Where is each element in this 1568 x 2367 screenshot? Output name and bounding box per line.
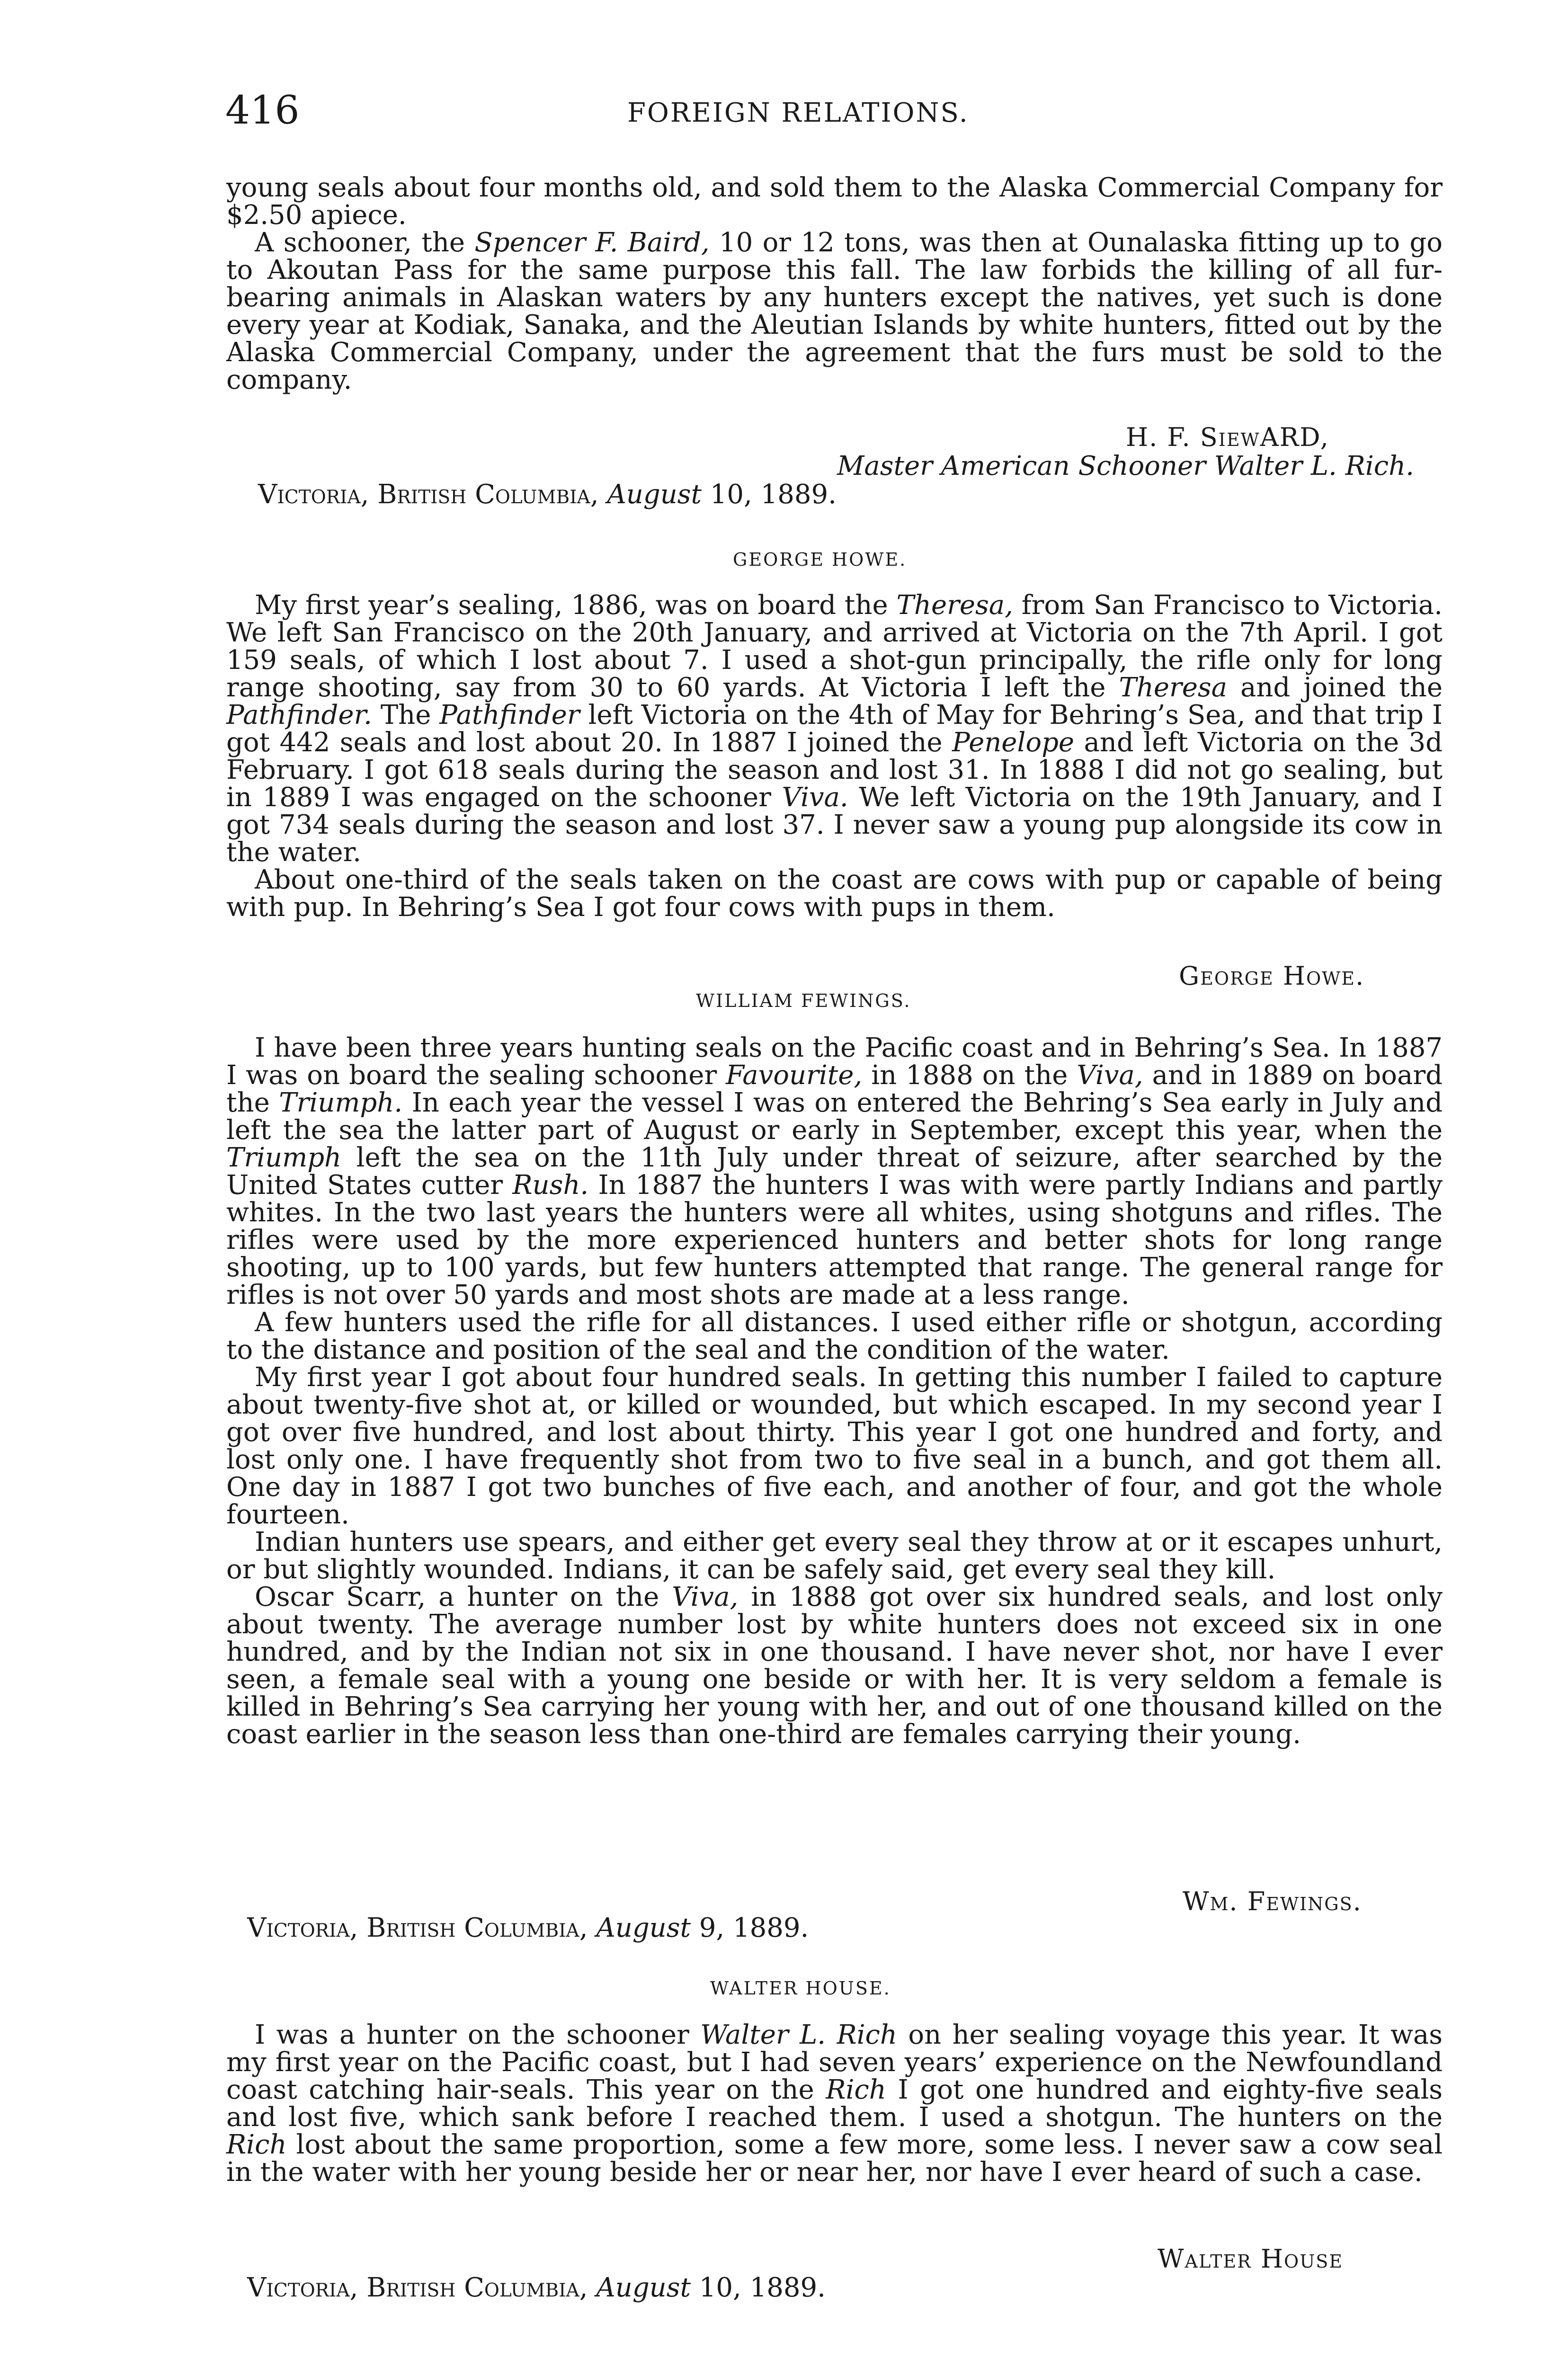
text-run: I have been three years hunting seals on the Pacific coast and in Behring’s Sea. In 1887 I was on board the sealing schooner — [226, 1032, 1443, 1091]
text-run: from San Francisco to Victoria. We left San Francisco on the 20th January, and arrived at Victoria on the 7th April. I got 159 seals, of which I lost about 7. I used a shot-gun principally, the rifle only for long range shooting, say from 30 to 60 yards. At Victoria I left the — [226, 590, 1443, 703]
ship-name: Rush. — [512, 1170, 589, 1201]
ship-name: Theresa, — [896, 590, 1013, 621]
house-heading: WALTER HOUSE. — [710, 1978, 891, 1999]
sieward-paragraph-2 — [226, 229, 1443, 394]
text-run: left Victoria on the 4th of May for Behring’s Sea, and that trip I got 442 seals and lost about 20. In 1887 I joined the — [226, 700, 1443, 758]
place-text: Victoria, British Columbia, — [247, 1913, 588, 1943]
ship-name: Pathfinder. — [226, 700, 372, 730]
ship-name: Pathfinder — [439, 700, 580, 730]
ship-name: Rich — [226, 2129, 287, 2160]
sieward-paragraph-1: young seals about four months old, and sold them to the Alaska Commercial Company for $2.50 apiece. — [226, 172, 1443, 231]
date-rest: 10, 1889. — [710, 479, 837, 510]
date-month: August — [596, 2272, 691, 2303]
text-run: Oscar Scarr, a hunter on the — [255, 1582, 672, 1612]
text-run: left the sea on the 11th July under threat of seizure, after searched by the United States cutter — [226, 1142, 1443, 1201]
text-run: In each year the vessel I was on entered the Behring’s Sea early in July and left the sea the latter part of August or early in September, except this year, when the — [226, 1087, 1443, 1146]
ship-name: Walter L. Rich — [700, 2020, 897, 2050]
page-number: 416 — [225, 88, 300, 133]
text-run: lost about the same proportion, some a few more, some less. I never saw a cow seal in the water with her young beside her or near her, nor have I ever heard of such a case. — [226, 2129, 1443, 2188]
text-run: In 1887 the hunters I was with were partly Indians and partly whites. In the two last years the hunters were all whites, using shotguns and rifles. The rifles were used by the more experienced hunters and better shots for long range shooting, up to 100 yards, but few hunters attempted that range. The general range for rifles is not over 50 yards and most shots are made at a less range. — [226, 1170, 1443, 1310]
text-run: and in 1889 on board the — [226, 1060, 1443, 1118]
fewings-paragraph-1 — [226, 1034, 1443, 1309]
sieward-dateline — [258, 479, 837, 510]
ship-name: Penelope — [952, 727, 1075, 758]
text-run: on her sealing voyage this year. It was my first year on the Pacific coast, but I had seven years’ experience on the Newfoundland coast catching hair-seals. This year on the — [226, 2020, 1443, 2105]
house-paragraph-1 — [226, 2021, 1443, 2186]
date-month: August — [607, 479, 702, 510]
howe-paragraph-2: About one-third of the seals taken on the coast are cows with pup or capable of being with pup. In Behring’s Sea I got four cows with pups in them. — [226, 864, 1443, 923]
house-section — [226, 2021, 1443, 2186]
text-run: My first year’s sealing, 1886, was on board the — [255, 590, 897, 621]
sieward-signature: H. F. SiewARD, — [1126, 422, 1329, 452]
fewings-dateline — [247, 1913, 809, 1943]
text-run: 10 or 12 tons, was then at Ounalaska fitting up to go to Akoutan Pass for the same purpose this fall. The law forbids the killing of all fur-bearing animals in Alaskan waters by any hunters except the natives, yet such is done every year at Kodiak, Sanaka, and the Aleutian Islands by white hunters, fitted out by the Alaska Commercial Company, under the agreement that the furs must be sold to the company. — [226, 227, 1443, 395]
fewings-paragraph-2: A few hunters used the rifle for all distances. I used either rifle or shotgun, according to the distance and position of the seal and the condition of the water. — [226, 1307, 1443, 1365]
text-run: I was a hunter on the schooner — [255, 2020, 701, 2050]
text-run: I got one hundred and eighty-five seals and lost five, which sank before I reached them. I used a shotgun. The hunters on the — [226, 2074, 1443, 2133]
fewings-section — [226, 1034, 1443, 1748]
howe-heading: GEORGE HOWE. — [733, 549, 907, 570]
running-title: FOREIGN RELATIONS. — [627, 98, 969, 128]
ship-name: Rich — [826, 2074, 886, 2105]
fewings-paragraph-4: Indian hunters use spears, and either get every seal they throw at or it escapes unhurt, or but slightly wounded. Indians, it can be safely said, get every seal they kill. — [226, 1527, 1443, 1585]
ship-name: Triumph — [226, 1142, 342, 1173]
ship-name: Favourite, — [726, 1060, 863, 1091]
text-run: in 1888 on the — [862, 1060, 1077, 1091]
text-run: We left Victoria on the 19th January, and I got 734 seals during the season and lost 37. I never saw a young pup alongside its cow in the water. — [226, 782, 1443, 868]
howe-section — [226, 592, 1443, 921]
text-run: The — [372, 700, 440, 730]
howe-signature: George Howe. — [1179, 961, 1365, 991]
sieward-section — [226, 174, 1443, 394]
fewings-paragraph-3: My first year I got about four hundred seals. In getting this number I failed to capture about twenty-five shot at, or killed or wounded, but which escaped. In my second year I got over five hundred, and lost about thirty. This year I got one hundred and forty, and lost only one. I have frequently shot from two to five seal in a bunch, and got them all. One day in 1887 I got two bunches of five each, and another of four, and got the whole fourteen. — [226, 1362, 1443, 1530]
sieward-role — [837, 451, 1414, 481]
date-month: August — [596, 1913, 691, 1943]
ship-name: Theresa — [1119, 672, 1227, 703]
fewings-heading: WILLIAM FEWINGS. — [696, 990, 911, 1011]
house-dateline — [247, 2272, 826, 2303]
ship-name: Viva. — [782, 782, 848, 813]
date-rest: 9, 1889. — [699, 1913, 809, 1943]
text-run: A schooner, the — [255, 227, 475, 258]
house-signature: Walter House — [1158, 2244, 1343, 2274]
place-text: Victoria, British Columbia, — [247, 2272, 588, 2303]
text-run: in 1888 got over six hundred seals, and lost only about twenty. The average number lost by white hunters does not exceed six in one hundred, and by the Indian not six in one thousand. I have never shot, nor have I ever seen, a female seal with a young one beside or with her. It is very seldom a female is killed in Behring’s Sea carrying her young with her, and out of one thousand killed on the coast earlier in the season less than one-third are females carrying their young. — [226, 1582, 1443, 1750]
ship-name: Triumph. — [279, 1087, 403, 1118]
howe-paragraph-1 — [226, 592, 1443, 866]
role-text: Master American Schooner Walter L. Rich. — [837, 451, 1414, 481]
fewings-signature: Wm. Fewings. — [1183, 1886, 1362, 1916]
ship-name: Spencer F. Baird, — [474, 227, 710, 258]
fewings-paragraph-5 — [226, 1584, 1443, 1748]
place-text: Victoria, British Columbia, — [258, 479, 599, 510]
date-rest: 10, 1889. — [699, 2272, 826, 2303]
text-run: and left Victoria on the 3d February. I got 618 seals during the season and lost 31. In 1888 I did not go sealing, but in 1889 I was engaged on the schooner — [226, 727, 1443, 813]
ship-name: Viva, — [672, 1582, 739, 1612]
text-run: and joined the — [1227, 672, 1443, 703]
ship-name: Viva, — [1077, 1060, 1143, 1091]
